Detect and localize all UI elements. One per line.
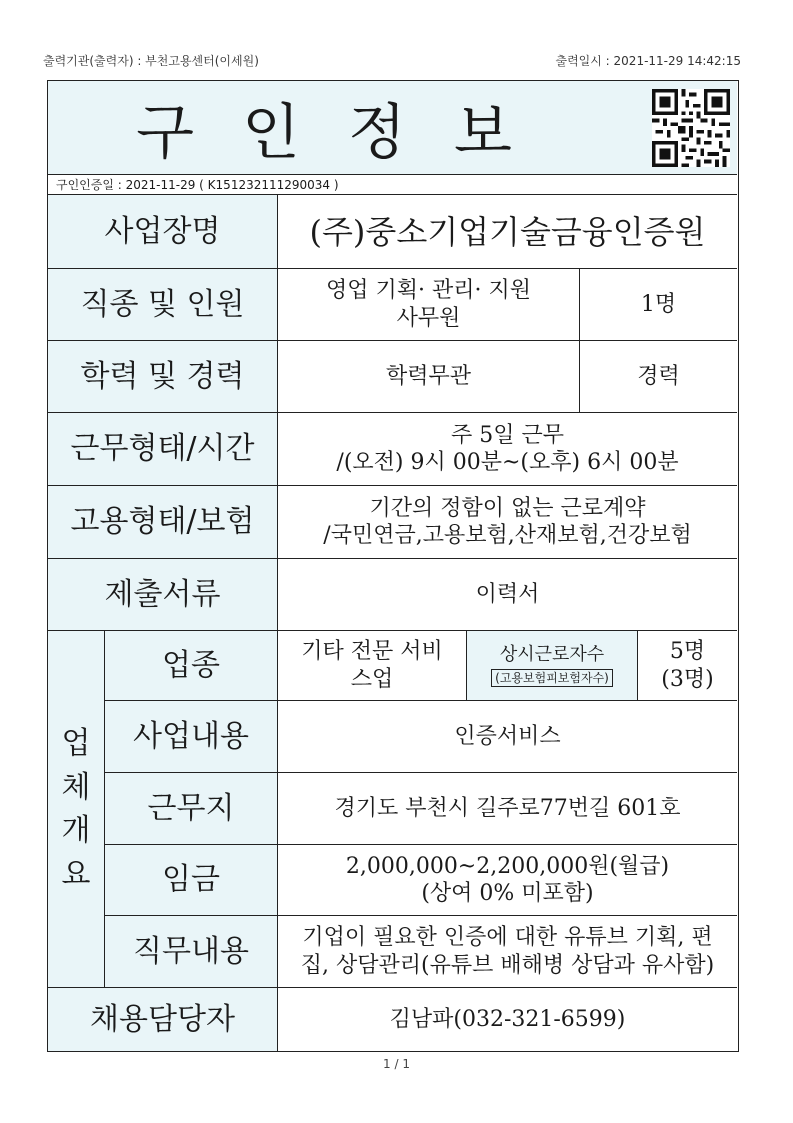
group-char-4: 요 xyxy=(61,856,91,892)
certification-line: 구인인증일 : 2021-11-29 ( K151232111290034 ) xyxy=(48,174,737,194)
employment-line2: /국민연금,고용보험,산재보험,건강보험 xyxy=(323,523,692,548)
group-char-3: 개 xyxy=(61,813,91,848)
qr-code-icon xyxy=(652,89,730,167)
work-hours-line1: 주 5일 근무 xyxy=(451,422,564,448)
headcount-value: 1명 xyxy=(579,268,737,340)
page-number: 1 / 1 xyxy=(383,1057,410,1071)
industry-line1: 기타 전문 서비 xyxy=(301,639,443,664)
employees-line1: 5명 xyxy=(669,639,706,664)
job-type-label: 직종 및 인원 xyxy=(48,268,277,340)
duties-value xyxy=(277,915,737,987)
job-type-line1: 영업 기획· 관리· 지원 xyxy=(326,278,531,303)
wage-line2: (상여 0% 미포함) xyxy=(421,881,594,906)
industry-value xyxy=(277,630,466,700)
business-label: 사업내용 xyxy=(104,700,277,772)
employment-label: 고용형태/보험 xyxy=(48,485,277,558)
employees-label-sub: (고용보험피보험자수) xyxy=(491,669,613,687)
employees-value xyxy=(637,630,737,700)
industry-line2: 스업 xyxy=(350,666,394,692)
duties-line1: 기업이 필요한 인증에 대한 유튜브 기획, 편 xyxy=(302,925,713,950)
work-hours-value xyxy=(277,412,737,485)
job-type-line2: 사무원 xyxy=(396,305,461,331)
duties-line2: 집, 상담관리(유튜브 배해병 상담과 유사함) xyxy=(300,952,715,978)
contact-value: 김남파(032-321-6599) xyxy=(277,987,737,1051)
employees-line2: (3명) xyxy=(661,666,714,692)
employees-label-main: 상시근로자수 xyxy=(499,644,605,665)
location-value: 경기도 부천시 길주로77번길 601호 xyxy=(277,772,737,844)
career-value: 경력 xyxy=(579,340,737,412)
wage-label: 임금 xyxy=(104,844,277,915)
work-hours-line2: /(오전) 9시 00분~(오후) 6시 00분 xyxy=(336,450,679,475)
company-overview-group-label xyxy=(48,630,104,987)
job-info-form xyxy=(47,80,739,1052)
company-name-value: (주)중소기업기술금융인증원 xyxy=(277,195,737,268)
page-title: 구인정보 xyxy=(136,97,560,168)
job-type-value xyxy=(277,268,579,340)
work-hours-label: 근무형태/시간 xyxy=(48,412,277,485)
location-label: 근무지 xyxy=(104,772,277,844)
duties-label: 직무내용 xyxy=(104,915,277,987)
documents-value: 이력서 xyxy=(277,558,737,630)
title-row xyxy=(48,81,737,174)
employees-label xyxy=(466,630,637,700)
employment-value xyxy=(277,485,737,558)
education-label: 학력 및 경력 xyxy=(48,340,277,412)
employment-line1: 기간의 정함이 없는 근로계약 xyxy=(369,495,646,521)
wage-value xyxy=(277,844,737,915)
contact-label: 채용담당자 xyxy=(48,987,277,1051)
printed-at-text: 출력일시 : 2021-11-29 14:42:15 xyxy=(555,54,741,68)
company-name-label: 사업장명 xyxy=(48,195,277,268)
business-value: 인증서비스 xyxy=(277,700,737,772)
industry-label: 업종 xyxy=(104,630,277,700)
issuer-text: 출력기관(출력자) : 부천고용센터(이세원) xyxy=(43,54,259,68)
wage-line1: 2,000,000~2,200,000원(월급) xyxy=(345,853,670,879)
education-value: 학력무관 xyxy=(277,340,579,412)
group-char-1: 업 xyxy=(61,726,91,761)
info-grid xyxy=(48,194,737,1051)
documents-label: 제출서류 xyxy=(48,558,277,630)
group-char-2: 체 xyxy=(61,769,91,805)
